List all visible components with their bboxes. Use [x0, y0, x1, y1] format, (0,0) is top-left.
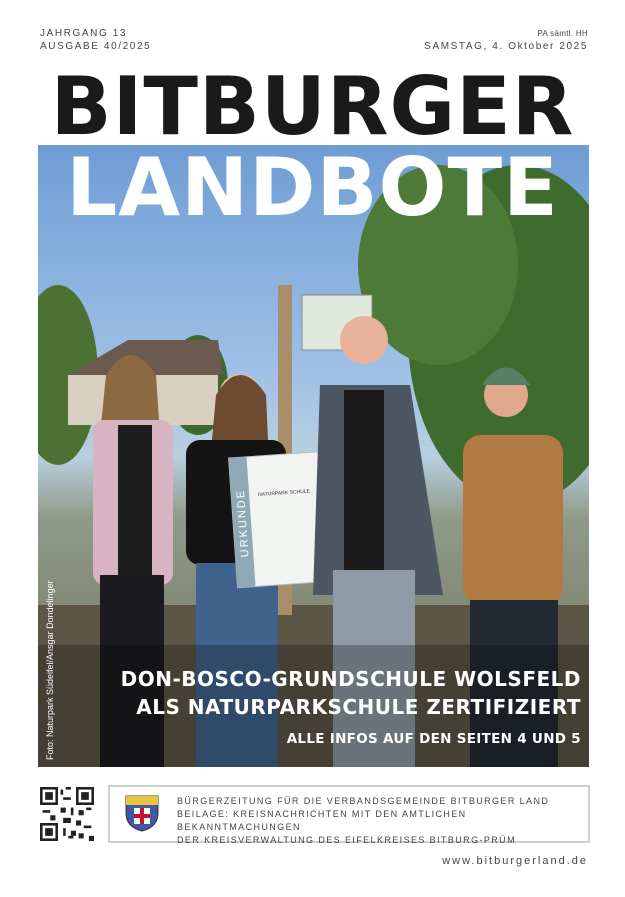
- cover-headline: [121, 665, 581, 747]
- headline-subline: ALLE INFOS AUF DEN SEITEN 4 UND 5: [286, 731, 581, 747]
- footer-line-3: DER KREISVERWALTUNG DES EIFELKREISES BITBURG-PRÜM: [177, 835, 516, 845]
- person-3-shirt: [344, 390, 384, 570]
- date-label: SAMSTAG, 4. Oktober 2025: [424, 41, 588, 52]
- person-4-sweater: [463, 435, 563, 605]
- headline-line-2: ALS NATURPARKSCHULE ZERTIFIZIERT: [136, 695, 581, 719]
- headline-line-1: DON-BOSCO-GRUNDSCHULE WOLSFELD: [120, 667, 581, 691]
- qr-code-icon[interactable]: [40, 787, 94, 841]
- footer-info-box: [108, 785, 590, 843]
- volume-label: JAHRGANG 13: [40, 28, 128, 39]
- certificate: [229, 452, 328, 588]
- masthead-title-bottom: LANDBOTE: [66, 141, 559, 234]
- certificate-title: NATURPARK SCHULE: [258, 488, 311, 499]
- person-1-top: [118, 425, 152, 575]
- photo-credit: Foto: Naturpark Südeifel/Ansgar Dondelinger: [45, 580, 55, 760]
- issue-meta: [40, 27, 151, 53]
- date-meta: [424, 27, 588, 53]
- issue-label: AUSGABE 40/2025: [40, 41, 152, 52]
- certificate-label: URKUNDE: [234, 488, 252, 558]
- footer-line-1: BÜRGERZEITUNG FÜR DIE VERBANDSGEMEINDE BITBURGER LAND: [177, 796, 550, 806]
- footer-line-2: BEILAGE: KREISNACHRICHTEN MIT DEN AMTLICHEN BEKANNTMACHUNGEN: [177, 809, 467, 832]
- footer-text: [177, 795, 588, 847]
- postal-label: PA sämtl. HH: [537, 29, 588, 38]
- masthead-title-top: BITBURGER: [50, 60, 575, 153]
- coat-of-arms-icon: [122, 793, 162, 833]
- person-3-head: [340, 316, 388, 364]
- website-link[interactable]: www.bitburgerland.de: [442, 855, 588, 867]
